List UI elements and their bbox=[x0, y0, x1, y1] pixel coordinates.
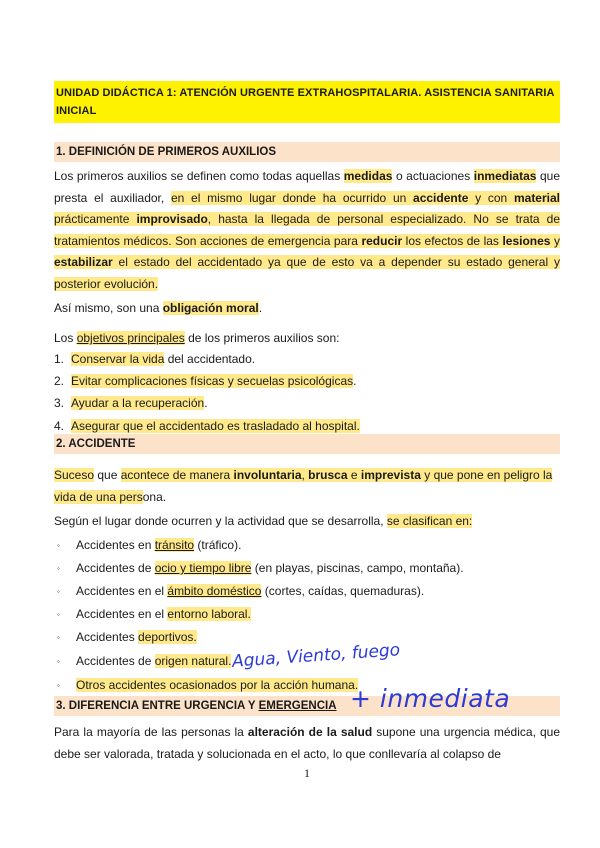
accident-highlight: e bbox=[347, 468, 361, 482]
objective-highlight: Asegurar que el accidentado es trasladado al hospital. bbox=[71, 419, 360, 433]
type-text: Accidentes en el bbox=[76, 607, 168, 621]
accident-highlight: y que pone en peligro la vida de una pers bbox=[54, 468, 553, 504]
objective-number: 4. bbox=[54, 419, 65, 433]
handwritten-emergency-note: + inmediata bbox=[350, 684, 511, 713]
type-text: (tráfico). bbox=[194, 538, 242, 552]
def-term: reducir bbox=[361, 233, 403, 248]
type-text: (cortes, caídas, quemaduras). bbox=[261, 584, 425, 598]
type-highlight: origen natural. bbox=[154, 654, 232, 668]
objective-highlight: Conservar la vida bbox=[71, 352, 165, 366]
def-term: medidas bbox=[343, 169, 393, 183]
intro-text: Los bbox=[54, 331, 77, 345]
def-term: improvisado bbox=[136, 212, 208, 226]
accident-type-item bbox=[54, 535, 241, 556]
type-highlight: ámbito doméstico bbox=[167, 584, 262, 598]
objective-text: . bbox=[353, 374, 357, 388]
accident-type-item bbox=[54, 558, 464, 579]
section-3-title-underlined: EMERGENCIA bbox=[258, 700, 337, 712]
type-highlight: Otros accidentes ocasionados por la acción humana. bbox=[76, 678, 359, 692]
def-text: que presta el auxiliador, bbox=[54, 169, 560, 205]
type-text: Accidentes en el bbox=[76, 584, 168, 598]
def-term: accidente bbox=[413, 190, 469, 205]
def-term: lesiones bbox=[502, 233, 551, 248]
accident-definition bbox=[54, 464, 560, 508]
classify-text: Según el lugar donde ocurren y la actividad que se desarrolla, bbox=[54, 514, 387, 528]
def-highlight: los efectos de las bbox=[402, 233, 503, 248]
objective-item bbox=[54, 393, 208, 413]
s3-text: Para la mayoría de las personas la bbox=[54, 725, 248, 739]
type-text: Accidentes en bbox=[76, 538, 155, 552]
s3-text: supone una urgencia médica, que debe ser valorada, tratada y solucionada en el acto, lo que conllevaría al colapso de bbox=[54, 725, 561, 761]
type-highlight: ocio y tiempo libre bbox=[154, 561, 252, 575]
accident-type-item bbox=[54, 675, 358, 696]
classification-intro bbox=[54, 511, 472, 531]
accident-type-item bbox=[54, 604, 251, 625]
section-1-heading: 1. DEFINICIÓN DE PRIMEROS AUXILIOS bbox=[54, 142, 560, 162]
accident-term: imprevista bbox=[360, 468, 421, 482]
moral-text: . bbox=[258, 301, 263, 315]
def-text: Los primeros auxilios se definen como todas aquellas bbox=[54, 169, 344, 183]
s3-term: alteración de la salud bbox=[247, 725, 373, 739]
section-3-paragraph bbox=[54, 722, 560, 765]
unit-title-band bbox=[54, 81, 560, 123]
accident-type-item bbox=[54, 581, 424, 602]
accident-type-item bbox=[54, 651, 231, 672]
def-term: inmediatas bbox=[473, 169, 537, 183]
document-page bbox=[54, 0, 560, 848]
type-text: Accidentes de bbox=[76, 654, 155, 668]
type-text: Accidentes bbox=[76, 630, 139, 644]
section-2-heading: 2. ACCIDENTE bbox=[54, 434, 560, 454]
type-highlight: tránsito bbox=[154, 538, 195, 552]
objective-number: 1. bbox=[54, 352, 65, 366]
type-text: (en playas, piscinas, campo, montaña). bbox=[251, 561, 464, 575]
def-text: o actuaciones bbox=[392, 169, 474, 183]
def-term: material bbox=[513, 190, 560, 205]
objective-number: 3. bbox=[54, 396, 65, 410]
def-highlight: , hasta la llegada de personal especializado. No se trata de tratamientos médicos. Son acciones de emergencia para bbox=[54, 212, 560, 248]
objective-item bbox=[54, 371, 356, 391]
handwritten-natural-note: Agua, Viento, fuego bbox=[231, 640, 401, 672]
intro-text: de los primeros auxilios son: bbox=[184, 331, 340, 345]
accident-text: ona. bbox=[142, 490, 167, 504]
section-3-title: 3. DIFERENCIA ENTRE URGENCIA Y bbox=[56, 700, 259, 712]
objective-highlight: Evitar complicaciones físicas y secuelas psicológicas bbox=[71, 374, 354, 388]
bullet-icon: ◦ bbox=[57, 541, 60, 550]
accident-term: involuntaria bbox=[233, 468, 302, 482]
accident-highlight: , bbox=[301, 468, 309, 482]
objective-number: 2. bbox=[54, 374, 65, 388]
bullet-icon: ◦ bbox=[57, 610, 60, 619]
accident-highlight: acontece de manera bbox=[120, 468, 234, 482]
objective-text: del accidentado. bbox=[164, 352, 256, 366]
first-aid-definition bbox=[54, 166, 560, 295]
type-text: Accidentes de bbox=[76, 561, 155, 575]
objective-highlight: Ayudar a la recuperación bbox=[71, 396, 205, 410]
objectives-intro bbox=[54, 328, 339, 348]
objective-text: . bbox=[204, 396, 208, 410]
bullet-icon: ◦ bbox=[57, 681, 60, 690]
type-highlight: entorno laboral. bbox=[167, 607, 251, 621]
bullet-icon: ◦ bbox=[57, 633, 60, 642]
def-term: estabilizar bbox=[54, 255, 113, 269]
def-highlight: y con bbox=[468, 190, 514, 205]
bullet-icon: ◦ bbox=[57, 564, 60, 573]
accident-highlight: Suceso bbox=[54, 468, 95, 482]
bullet-icon: ◦ bbox=[57, 657, 60, 666]
accident-type-item bbox=[54, 627, 197, 648]
accident-term: brusca bbox=[308, 468, 348, 482]
type-highlight: deportivos. bbox=[138, 630, 197, 644]
page-number: 1 bbox=[304, 766, 310, 780]
unit-title: UNIDAD DIDÁCTICA 1: ATENCIÓN URGENTE EXTRAHOSPITALARIA. ASISTENCIA SANITARIA INICIAL bbox=[56, 87, 555, 117]
def-highlight: prácticamente bbox=[54, 212, 137, 226]
def-highlight: el estado del accidentado ya que de esto va a depender su estado general y posterior evolución. bbox=[54, 255, 560, 291]
def-highlight: y bbox=[550, 233, 561, 248]
def-highlight: en el mismo lugar donde ha ocurrido un bbox=[170, 190, 414, 205]
intro-term: objetivos principales bbox=[76, 331, 185, 345]
objective-item bbox=[54, 349, 255, 369]
moral-text: Así mismo, son una bbox=[54, 301, 163, 315]
accident-text: que bbox=[94, 468, 121, 482]
moral-obligation-line bbox=[54, 298, 262, 318]
objective-item bbox=[54, 416, 360, 436]
bullet-icon: ◦ bbox=[57, 587, 60, 596]
moral-term: obligación moral bbox=[162, 301, 259, 315]
classify-highlight: se clasifican en: bbox=[386, 514, 473, 528]
